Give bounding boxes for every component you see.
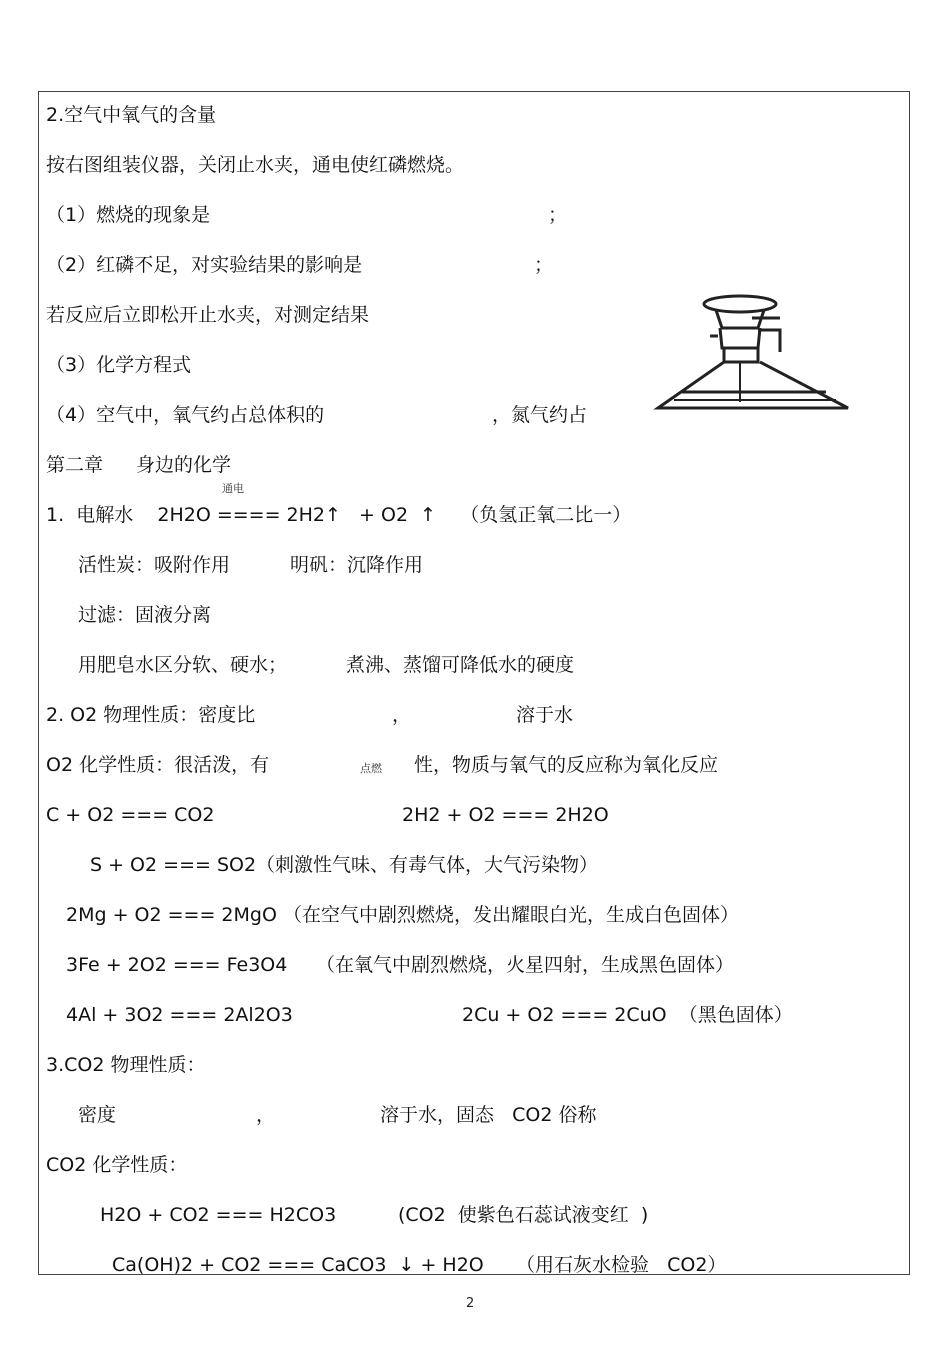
question-1-end: ； bbox=[548, 204, 568, 226]
condition-ignite: 点燃 bbox=[360, 762, 382, 775]
co2-equation-2-note: （用石灰水检验 CO2） bbox=[516, 1254, 727, 1276]
filtration: 过滤：固液分离 bbox=[78, 604, 212, 626]
co2-chemical-title: CO2 化学性质： bbox=[46, 1154, 188, 1176]
intro-text: 按右图组装仪器，关闭止水夹，通电使红磷燃烧。 bbox=[46, 154, 465, 176]
alum: 明矾：沉降作用 bbox=[290, 554, 424, 576]
question-2: （2）红磷不足，对实验结果的影响是 bbox=[46, 254, 363, 276]
question-4-mid: ，氮气约占 bbox=[492, 404, 588, 426]
chapter-subtitle: 身边的化学 bbox=[136, 454, 232, 476]
equation-carbon: C + O2 === CO2 bbox=[46, 804, 215, 826]
co2-equation-2: Ca(OH)2 + CO2 === CaCO3 ↓ + H2O bbox=[112, 1254, 484, 1276]
electrolysis-equation: 1. 电解水 2H2O ==== 2H2↑ + O2 ↑ （负氢正氧二比一） bbox=[46, 504, 632, 526]
question-2b: 若反应后立即松开止水夹，对测定结果 bbox=[46, 304, 370, 326]
o2-chemical-rest: 性，物质与氧气的反应称为氧化反应 bbox=[414, 754, 719, 776]
equation-magnesium: 2Mg + O2 === 2MgO （在空气中剧烈燃烧，发出耀眼白光，生成白色固体） bbox=[66, 904, 739, 926]
flask-icon bbox=[658, 296, 848, 408]
question-2-end: ； bbox=[534, 254, 554, 276]
hardness-reduction: 煮沸、蒸馏可降低水的硬度 bbox=[346, 654, 575, 676]
equation-iron: 3Fe + 2O2 === Fe3O4 bbox=[66, 954, 288, 976]
equation-aluminum: 4Al + 3O2 === 2Al2O3 bbox=[66, 1004, 293, 1026]
equation-iron-note: （在氧气中剧烈燃烧，火星四射，生成黑色固体） bbox=[316, 954, 735, 976]
question-3: （3）化学方程式 bbox=[46, 354, 192, 376]
question-1: （1）燃烧的现象是 bbox=[46, 204, 211, 226]
page-number: 2 bbox=[466, 1296, 475, 1311]
co2-comma: ， bbox=[256, 1104, 276, 1126]
o2-chemical: O2 化学性质：很活泼，有 bbox=[46, 754, 270, 776]
equation-hydrogen: 2H2 + O2 === 2H2O bbox=[402, 804, 609, 826]
question-4: （4）空气中，氧气约占总体积的 bbox=[46, 404, 325, 426]
section-heading: 2.空气中氧气的含量 bbox=[46, 104, 217, 126]
co2-physical-title: 3.CO2 物理性质： bbox=[46, 1054, 206, 1076]
activated-carbon: 活性炭：吸附作用 bbox=[78, 554, 231, 576]
o2-physical: 2. O2 物理性质：密度比 bbox=[46, 704, 256, 726]
co2-equation-1: H2O + CO2 === H2CO3 bbox=[100, 1204, 337, 1226]
o2-physical-comma: ， bbox=[392, 704, 412, 726]
equation-copper: 2Cu + O2 === 2CuO （黑色固体） bbox=[462, 1004, 793, 1026]
apparatus-figure bbox=[652, 290, 854, 418]
chapter-title: 第二章 bbox=[46, 454, 104, 476]
equation-sulfur: S + O2 === SO2（刺激性气味、有毒气体，大气污染物） bbox=[90, 854, 599, 876]
o2-physical-solubility: 溶于水 bbox=[516, 704, 574, 726]
co2-dissolve: 溶于水，固态 CO2 俗称 bbox=[380, 1104, 597, 1126]
co2-equation-1-note: (CO2 使紫色石蕊试液变红 ) bbox=[398, 1204, 649, 1226]
condition-electric: 通电 bbox=[222, 482, 244, 495]
hard-water-test: 用肥皂水区分软、硬水； bbox=[78, 654, 288, 676]
co2-density: 密度 bbox=[78, 1104, 117, 1126]
